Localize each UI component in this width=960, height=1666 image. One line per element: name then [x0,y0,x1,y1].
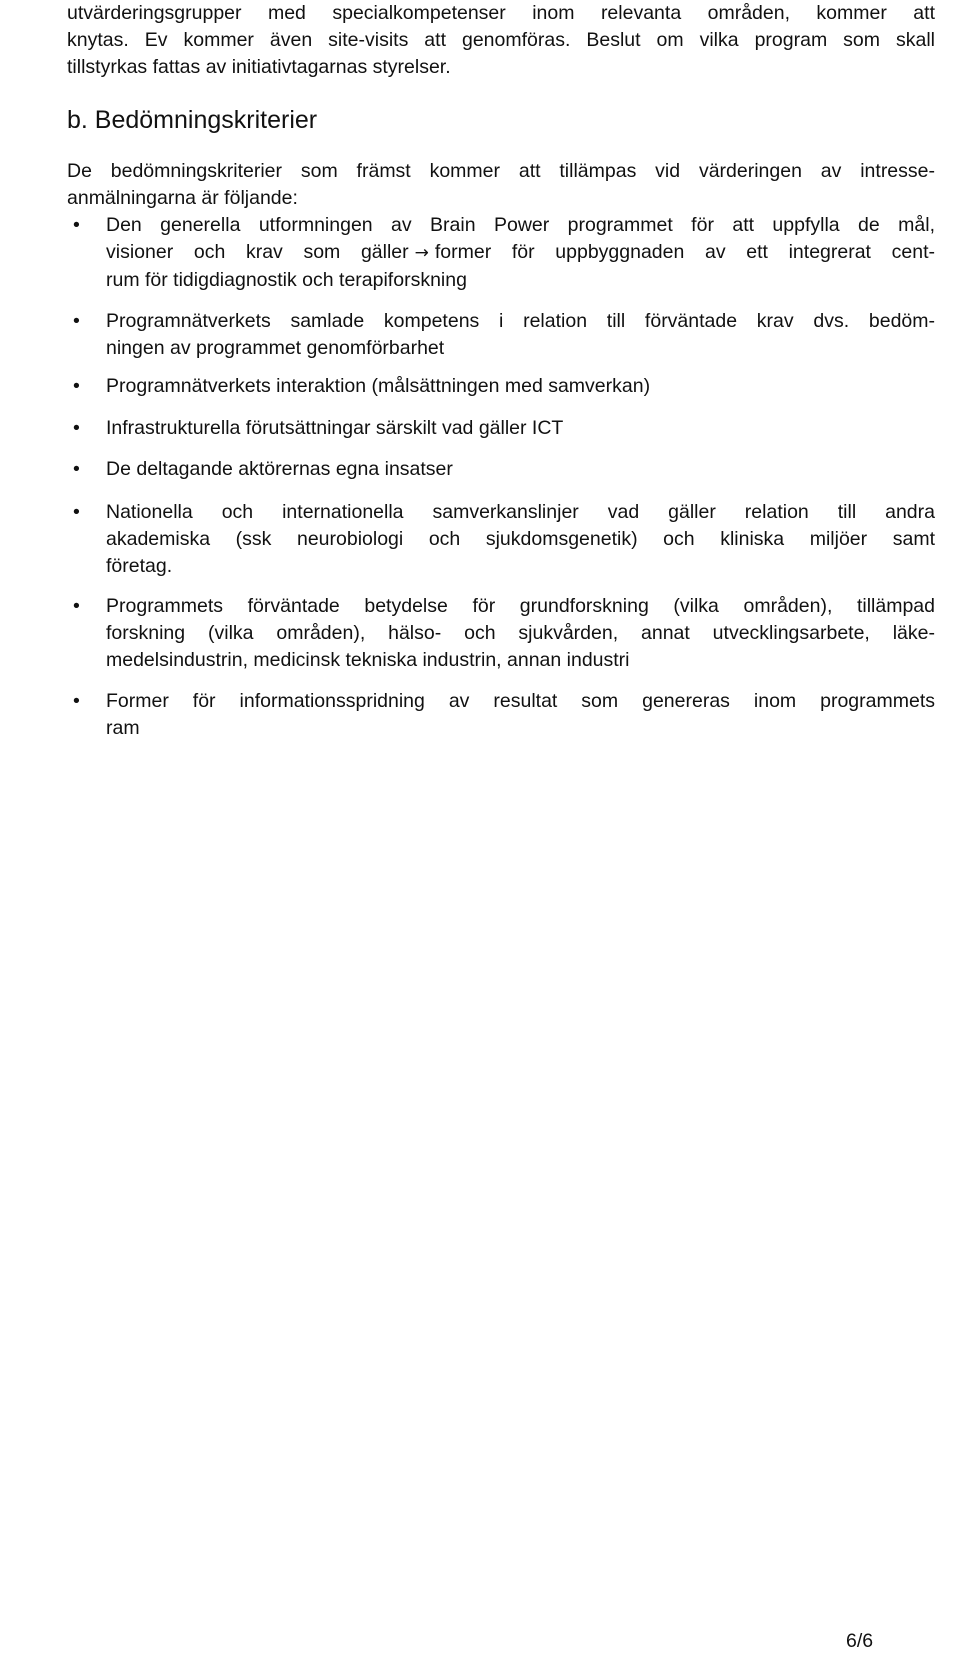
criteria-line: Infrastrukturella förutsättningar särskilt vad gäller ICT [106,417,564,439]
criteria-line: akademiska (ssk neurobiologi och sjukdomsgenetik) och kliniska miljöer samt [106,528,935,550]
criteria-line [106,239,935,267]
criteria-line: Programnätverkets samlade kompetens i relation till förväntade krav dvs. bedöm- [106,310,935,332]
criteria-line: Den generella utformningen av Brain Power programmet för att uppfylla de mål, [106,214,935,236]
criteria-line: forskning (vilka områden), hälso- och sjukvården, annat utvecklingsarbete, läke- [106,622,935,644]
intro-paragraph [67,0,935,81]
criteria-line: ram [106,717,140,739]
intro-line: knytas. Ev kommer även site-visits att genomföras. Beslut om vilka program som skall [67,29,935,51]
criteria-line: Nationella och internationella samverkanslinjer vad gäller relation till andra [106,501,935,523]
intro-line: utvärderingsgrupper med specialkompetenser inom relevanta områden, kommer att [67,2,935,24]
criteria-line: företag. [106,555,173,577]
bullet-icon: • [73,595,80,617]
criteria-item-text [106,415,935,442]
lead-line: anmälningarna är följande: [67,187,298,209]
page-number: 6/6 [846,1630,874,1652]
section-heading: b. Bedömningskriterier [67,106,318,134]
criteria-line: De deltagande aktörernas egna insatser [106,458,453,480]
bullet-icon: • [73,375,80,397]
criteria-item-text [106,688,935,742]
criteria-line-part: former för uppbyggnaden av ett integrerat cent- [434,241,935,263]
criteria-line: Programnätverkets interaktion (målsättningen med samverkan) [106,375,651,397]
bullet-icon: • [73,417,80,439]
bullet-icon: • [73,690,80,712]
bullet-icon: • [73,310,80,332]
criteria-item-text [106,499,935,580]
criteria-line: rum för tidigdiagnostik och terapiforskning [106,269,467,291]
criteria-line: medelsindustrin, medicinsk tekniska industrin, annan industri [106,649,630,671]
bullet-icon: • [73,458,80,480]
intro-line: tillstyrkas fattas av initiativtagarnas styrelser. [67,56,451,78]
criteria-item-text [106,373,935,400]
bullet-icon: • [73,501,80,523]
criteria-item-text [106,212,935,294]
criteria-item-text [106,593,935,674]
criteria-line: Programmets förväntade betydelse för grundforskning (vilka områden), tillämpad [106,595,935,617]
right-arrow-icon: → [414,243,429,263]
section-lead-paragraph [67,158,935,212]
criteria-line: ningen av programmet genomförbarhet [106,337,445,359]
criteria-item-text [106,456,935,483]
criteria-item-text [106,308,935,362]
lead-line: De bedömningskriterier som främst kommer att tillämpas vid värderingen av intresse- [67,160,935,182]
criteria-line: Former för informationsspridning av resultat som genereras inom programmets [106,690,935,712]
criteria-line-part: visioner och krav som gäller [106,241,409,263]
bullet-icon: • [73,214,80,236]
